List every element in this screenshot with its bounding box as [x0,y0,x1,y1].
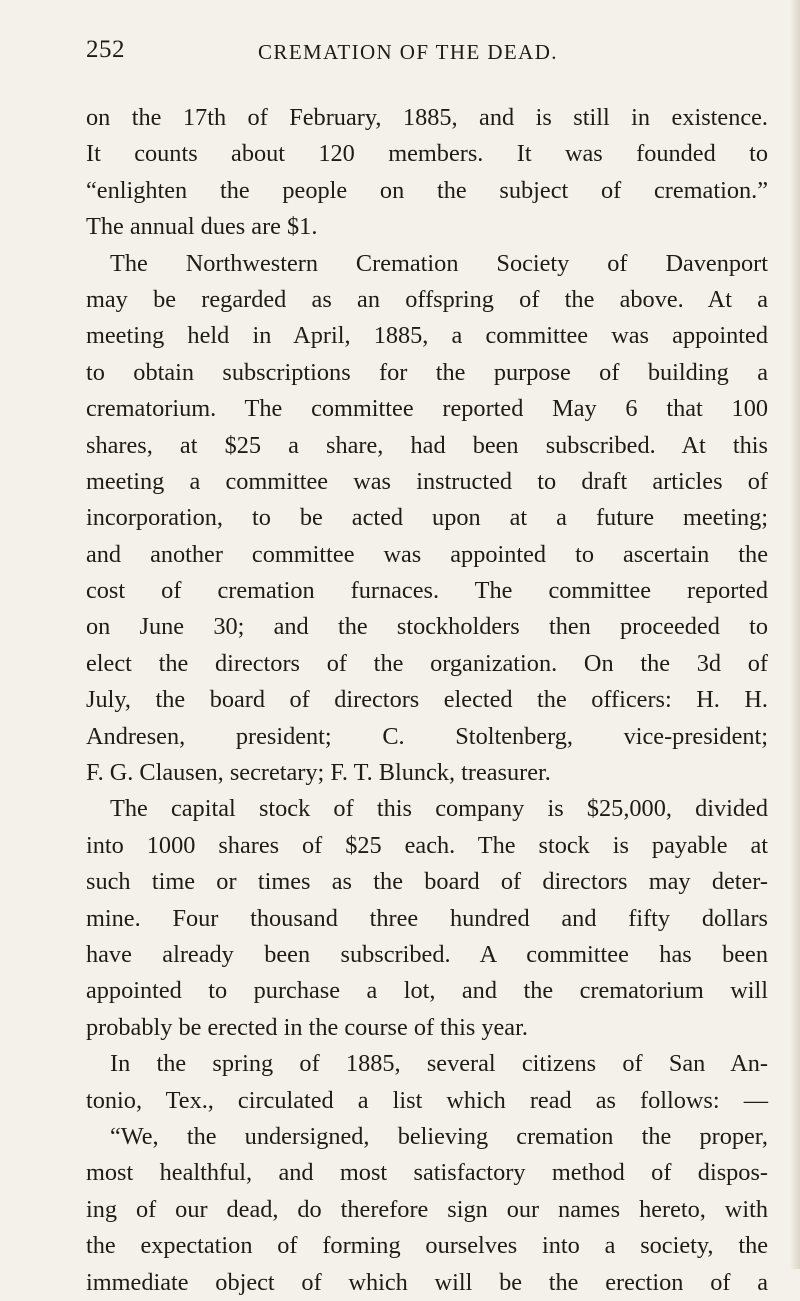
text-line: immediate object of which will be the erection of a [86,1268,768,1296]
text-line: meeting held in April, 1885, a committee was appointed [86,322,768,350]
text-line: F. G. Clausen, secretary; F. T. Blunck, treasurer. [86,759,551,787]
text-line: to obtain subscriptions for the purpose of building a [86,358,768,386]
text-line: The annual dues are $1. [86,213,318,241]
text-line: have already been subscribed. A committee has been [86,940,768,968]
text-line: ing of our dead, do therefore sign our names hereto, with [86,1195,768,1223]
text-line: tonio, Tex., circulated a list which read as follows: — [86,1086,768,1114]
running-head: CREMATION OF THE DEAD. [258,40,558,64]
text-line: appointed to purchase a lot, and the crematorium will [86,977,768,1005]
text-line: In the spring of 1885, several citizens of San An- [110,1050,768,1078]
body-text [86,100,768,1301]
text-line: incorporation, to be acted upon at a future meeting; [86,504,768,532]
text-line: into 1000 shares of $25 each. The stock is payable at [86,831,768,859]
text-line: on June 30; and the stockholders then proceeded to [86,613,768,641]
text-line: “enlighten the people on the subject of cremation.” [86,176,768,204]
text-line: meeting a committee was instructed to draft articles of [86,467,768,495]
text-line: elect the directors of the organization. On the 3d of [86,649,768,677]
text-line: most healthful, and most satisfactory method of dispos- [86,1159,768,1187]
text-line: mine. Four thousand three hundred and fifty dollars [86,904,768,932]
text-line: may be regarded as an offspring of the above. At a [86,285,768,313]
text-line: Andresen, president; C. Stoltenberg, vice-president; [86,722,768,750]
text-line: such time or times as the board of directors may deter- [86,868,768,896]
text-line: crematorium. The committee reported May 6 that 100 [86,395,768,423]
text-line: “We, the undersigned, believing cremation the proper, [110,1122,768,1150]
text-line: cost of cremation furnaces. The committee reported [86,577,768,605]
page-header [86,36,766,72]
text-line: It counts about 120 members. It was founded to [86,140,768,168]
page-number: 252 [86,36,125,63]
text-line: and another committee was appointed to ascertain the [86,540,768,568]
text-line: on the 17th of February, 1885, and is still in existence. [86,104,768,131]
text-line: the expectation of forming ourselves into a society, the [86,1232,768,1260]
page-edge-shadow [790,0,800,1269]
text-line: July, the board of directors elected the officers: H. H. [86,686,768,714]
text-line: The Northwestern Cremation Society of Davenport [110,249,768,277]
text-line: probably be erected in the course of this year. [86,1013,528,1041]
text-line: shares, at $25 a share, had been subscribed. At this [86,431,768,459]
text-line: The capital stock of this company is $25,000, divided [110,795,768,823]
